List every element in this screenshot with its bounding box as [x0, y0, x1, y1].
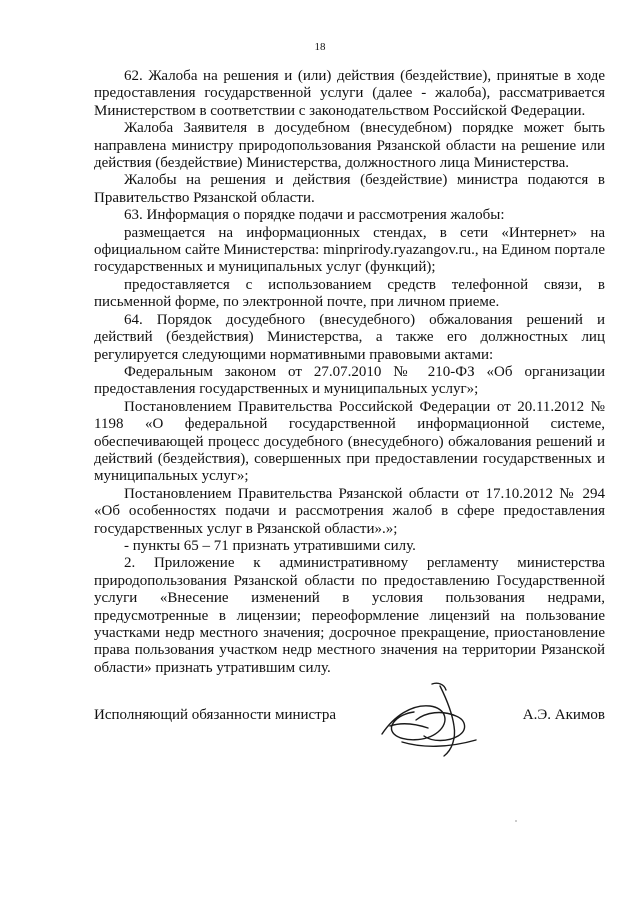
signature-row	[94, 707, 605, 727]
paragraph-info-posted: размещается на информационных стендах, в сети «Интернет» на официальном сайте Министерства: minprirody.ryazangov.ru., на Едином портале государственных и муниципальных услуг (функций);	[94, 224, 605, 276]
scan-speck	[515, 820, 517, 822]
paragraph-63: 63. Информация о порядке подачи и рассмотрения жалобы:	[124, 207, 505, 224]
paragraph-appendix: 2. Приложение к административному регламенту министерства природопользования Рязанской области по предоставлению Государственной услуги «Внесение изменений в условия пользования недрами, предусмотренные в лицензии; переоформление лицензий на пользование участками недр местного значения; досрочное прекращение, приостановление права пользования участком недр местного значения на территории Рязанской области» признать утратившим силу.	[94, 555, 605, 676]
paragraph-federal-law: Федеральным законом от 27.07.2010 № 210-ФЗ «Об организации предоставления государственных и муниципальных услуг»;	[94, 363, 605, 398]
paragraph-ryazan-resolution: Постановлением Правительства Рязанской области от 17.10.2012 № 294 «Об особенностях подачи и рассмотрения жалоб в сфере предоставления государственных услуг в Рязанской области».»;	[94, 485, 605, 537]
signatory-position: Исполняющий обязанности министра	[94, 707, 337, 723]
paragraph-64: 64. Порядок досудебного (внесудебного) обжалования решений и действий (бездействия) Министерства, а также его должностных лиц регулируется следующими нормативными правовыми актами:	[94, 311, 605, 363]
document-body	[94, 68, 605, 677]
paragraph-62: 62. Жалоба на решения и (или) действия (бездействие), принятые в ходе предоставления государственной услуги (далее - жалоба), рассматривается Министерством в соответствии с законодательством Российской Федерации.	[94, 68, 605, 119]
paragraph-rf-resolution: Постановлением Правительства Российской Федерации от 20.11.2012 № 1198 «О федеральной государственной информационной системе, обеспечивающей процесс досудебного (внесудебного) обжалования решений и действий (бездействия), совершенных при предоставлении государственных и муниципальных услуг»;	[94, 398, 605, 485]
paragraph-info-provided: предоставляется с использованием средств телефонной связи, в письменной форме, по электронной почте, при личном приеме.	[94, 276, 605, 311]
page-number: 18	[314, 41, 326, 53]
signatory-name: А.Э. Акимов	[522, 707, 605, 723]
paragraph-items-void: - пункты 65 – 71 признать утратившими силу.	[124, 537, 416, 554]
paragraph-complaint-pretrial: Жалоба Заявителя в досудебном (внесудебном) порядке может быть направлена министру природопользования Рязанской области на решение или действия (бездействие) Министерства, должностного лица Министерства.	[94, 120, 605, 172]
paragraph-complaint-minister: Жалобы на решения и действия (бездействие) министра подаются в Правительство Рязанской области.	[94, 172, 605, 206]
handwritten-signature-icon	[372, 676, 488, 760]
